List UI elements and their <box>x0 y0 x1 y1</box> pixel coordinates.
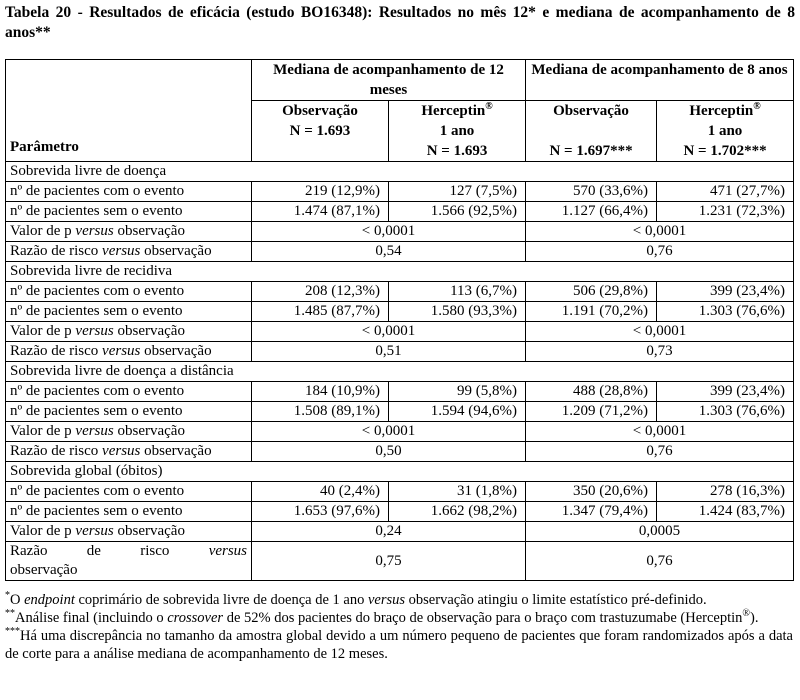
row-label: nº de pacientes com o evento <box>6 182 252 202</box>
parameter-header: Parâmetro <box>6 60 252 162</box>
section-title: Sobrevida livre de doença a distância <box>6 362 794 382</box>
cell-value: < 0,0001 <box>252 422 526 442</box>
cell-value: 0,76 <box>526 542 794 581</box>
table-row <box>6 482 794 502</box>
table-caption: Tabela 20 - Resultados de eficácia (estudo BO16348): Resultados no mês 12* e mediana de acompanhamento de 8 anos** <box>5 4 795 41</box>
cell-value: 570 (33,6%) <box>526 182 657 202</box>
g1-herceptin-duration: 1 ano <box>439 123 475 139</box>
row-label: nº de pacientes com o evento <box>6 382 252 402</box>
table-row <box>6 302 794 322</box>
cell-value: 278 (16,3%) <box>657 482 794 502</box>
g2-observation-label: Observação <box>553 103 629 119</box>
row-label: Razão de risco versus observação <box>6 342 252 362</box>
cell-value: 0,0005 <box>526 522 794 542</box>
section-row <box>6 362 794 382</box>
row-label: nº de pacientes sem o evento <box>6 502 252 522</box>
g2-observation-header <box>526 101 657 162</box>
table-row <box>6 422 794 442</box>
row-label: Razão de risco versus observação <box>6 442 252 462</box>
cell-value: 0,75 <box>252 542 526 581</box>
row-label: Razão de risco versus observação <box>6 242 252 262</box>
cell-value: < 0,0001 <box>526 422 794 442</box>
section-row <box>6 462 794 482</box>
table-row <box>6 522 794 542</box>
footnote-3: ***Há uma discrepância no tamanho da amostra global devido a um número pequeno de pacientes que foram randomizados após a data de corte para a análise mediana de acompanhamento de 12 meses. <box>5 626 793 662</box>
cell-value: 1.231 (72,3%) <box>657 202 794 222</box>
section-row <box>6 162 794 182</box>
table-row <box>6 322 794 342</box>
table-row <box>6 282 794 302</box>
section-title: Sobrevida global (óbitos) <box>6 462 794 482</box>
row-label: nº de pacientes sem o evento <box>6 202 252 222</box>
cell-value: 399 (23,4%) <box>657 282 794 302</box>
row-label: Valor de p versus observação <box>6 522 252 542</box>
section-row <box>6 262 794 282</box>
table-row <box>6 382 794 402</box>
cell-value: 1.485 (87,7%) <box>252 302 389 322</box>
cell-value: 1.566 (92,5%) <box>389 202 526 222</box>
cell-value: 0,73 <box>526 342 794 362</box>
group-12-months-header: Mediana de acompanhamento de 12 meses <box>252 60 526 101</box>
cell-value: 127 (7,5%) <box>389 182 526 202</box>
cell-value: 1.424 (83,7%) <box>657 502 794 522</box>
table-row <box>6 402 794 422</box>
cell-value: 1.209 (71,2%) <box>526 402 657 422</box>
row-label <box>6 542 252 581</box>
table-row <box>6 342 794 362</box>
table-row <box>6 442 794 462</box>
table-row <box>6 502 794 522</box>
g2-observation-n: N = 1.697*** <box>549 143 633 159</box>
row-label: Valor de p versus observação <box>6 422 252 442</box>
efficacy-results-table <box>5 59 794 581</box>
cell-value: 399 (23,4%) <box>657 382 794 402</box>
g1-herceptin-header <box>389 101 526 162</box>
cell-value: 0,54 <box>252 242 526 262</box>
cell-value: 1.347 (79,4%) <box>526 502 657 522</box>
row-label: Valor de p versus observação <box>6 322 252 342</box>
cell-value: 40 (2,4%) <box>252 482 389 502</box>
cell-value: < 0,0001 <box>252 322 526 342</box>
cell-value: 31 (1,8%) <box>389 482 526 502</box>
table-row <box>6 222 794 242</box>
cell-value: 0,50 <box>252 442 526 462</box>
row-label: nº de pacientes sem o evento <box>6 402 252 422</box>
group-8-years-header: Mediana de acompanhamento de 8 anos <box>526 60 794 101</box>
cell-value: 1.662 (98,2%) <box>389 502 526 522</box>
table-row <box>6 182 794 202</box>
cell-value: 1.653 (97,6%) <box>252 502 389 522</box>
cell-value: 1.303 (76,6%) <box>657 402 794 422</box>
cell-value: 0,24 <box>252 522 526 542</box>
cell-value: 0,76 <box>526 242 794 262</box>
cell-value: < 0,0001 <box>252 222 526 242</box>
cell-value: 1.594 (94,6%) <box>389 402 526 422</box>
row-label: nº de pacientes com o evento <box>6 482 252 502</box>
g2-herceptin-n: N = 1.702*** <box>683 143 767 159</box>
g1-herceptin-label: Herceptin® <box>421 101 493 119</box>
cell-value: 0,76 <box>526 442 794 462</box>
row-label: nº de pacientes sem o evento <box>6 302 252 322</box>
hr-label-line2: observação <box>10 562 78 578</box>
g1-observation-header <box>252 101 389 162</box>
cell-value: 99 (5,8%) <box>389 382 526 402</box>
cell-value: 0,51 <box>252 342 526 362</box>
g1-observation-label: Observação <box>282 103 358 119</box>
cell-value: < 0,0001 <box>526 222 794 242</box>
cell-value: < 0,0001 <box>526 322 794 342</box>
footnote-2: **Análise final (incluindo o crossover de 52% dos pacientes do braço de observação para o braço com trastuzumabe (Herceptin®). <box>5 608 759 626</box>
section-title: Sobrevida livre de recidiva <box>6 262 794 282</box>
cell-value: 1.303 (76,6%) <box>657 302 794 322</box>
cell-value: 113 (6,7%) <box>389 282 526 302</box>
row-label: nº de pacientes com o evento <box>6 282 252 302</box>
g2-herceptin-label: Herceptin® <box>689 101 761 119</box>
cell-value: 1.127 (66,4%) <box>526 202 657 222</box>
table-row <box>6 242 794 262</box>
g2-herceptin-duration: 1 ano <box>707 123 743 139</box>
cell-value: 1.474 (87,1%) <box>252 202 389 222</box>
g2-herceptin-header <box>657 101 794 162</box>
header-row-groups <box>6 60 794 101</box>
g1-herceptin-n: N = 1.693 <box>426 143 488 159</box>
cell-value: 350 (20,6%) <box>526 482 657 502</box>
cell-value: 184 (10,9%) <box>252 382 389 402</box>
cell-value: 219 (12,9%) <box>252 182 389 202</box>
g1-observation-n: N = 1.693 <box>289 123 351 139</box>
cell-value: 506 (29,8%) <box>526 282 657 302</box>
table-row <box>6 202 794 222</box>
cell-value: 1.508 (89,1%) <box>252 402 389 422</box>
cell-value: 1.191 (70,2%) <box>526 302 657 322</box>
cell-value: 488 (28,8%) <box>526 382 657 402</box>
row-label: Valor de p versus observação <box>6 222 252 242</box>
table-row <box>6 542 794 581</box>
cell-value: 1.580 (93,3%) <box>389 302 526 322</box>
hr-label-line1: Razão de risco versus <box>10 543 248 559</box>
footnote-1: *O endpoint coprimário de sobrevida livre de doença de 1 ano versus observação atingiu o limite estatístico pré-definido. <box>5 590 707 608</box>
cell-value: 208 (12,3%) <box>252 282 389 302</box>
footnotes <box>5 591 793 663</box>
section-title: Sobrevida livre de doença <box>6 162 794 182</box>
cell-value: 471 (27,7%) <box>657 182 794 202</box>
